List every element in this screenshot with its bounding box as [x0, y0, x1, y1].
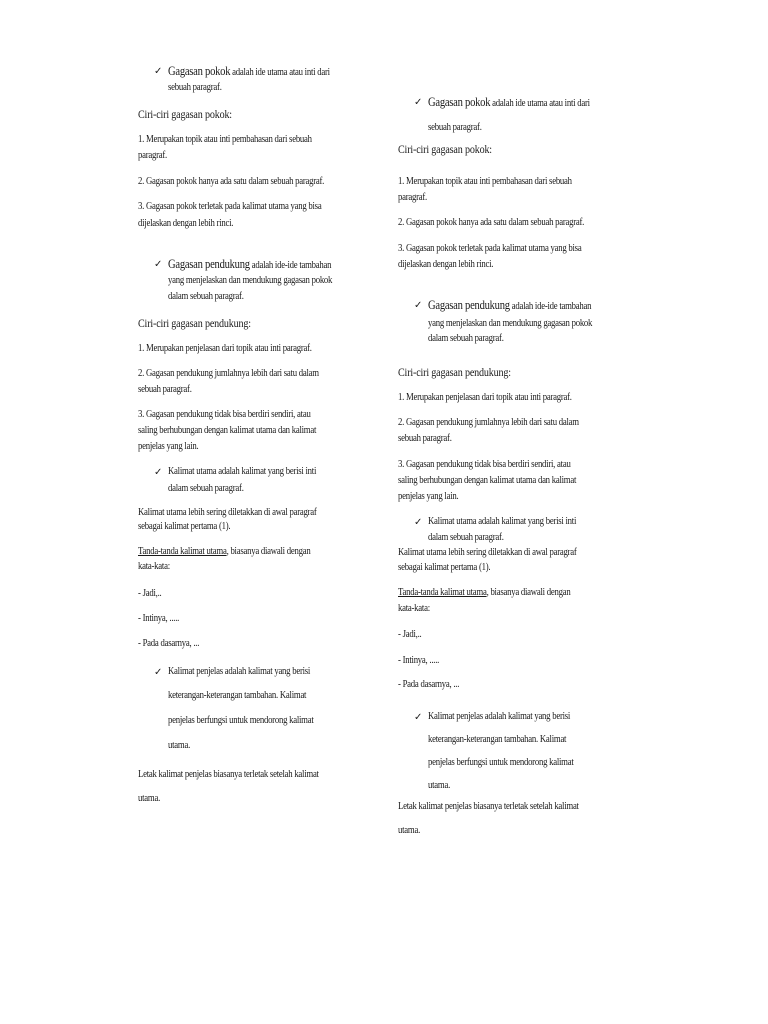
text-line: paragraf. [398, 192, 427, 203]
text-line: kata-kata: [138, 561, 170, 572]
bullet-kalimat-utama: Kalimat utama adalah kalimat yang berisi inti [428, 516, 577, 527]
text-line: Kalimat utama lebih sering diletakkan di awal paragraf [398, 547, 577, 558]
text-line: saling berhubungan dengan kalimat utama dan kalimat [138, 425, 317, 436]
bullet-gagasan-pokok: Gagasan pokok adalah ide utama atau inti dari [428, 95, 590, 109]
text-line: penjelas yang lain. [398, 491, 459, 502]
text-line: keterangan-keterangan tambahan. Kalimat [168, 690, 307, 701]
tanda-kalimat-utama: Tanda-tanda kalimat utama, biasanya diawali dengan [398, 587, 571, 598]
text-line: sebagai kalimat pertama (1). [398, 562, 491, 573]
checkmark-icon: ✓ [154, 467, 163, 478]
heading-ciri-pendukung: Ciri-ciri gagasan pendukung: [398, 365, 511, 379]
text-line: penjelas berfungsi untuk mendorong kalimat [168, 715, 314, 726]
text-line: utama. [138, 793, 160, 804]
text-line: 3. Gagasan pokok terletak pada kalimat utama yang bisa [398, 243, 582, 254]
text-line: yang menjelaskan dan mendukung gagasan pokok [428, 318, 593, 329]
text-line: 3. Gagasan pendukung tidak bisa berdiri sendiri, atau [398, 459, 571, 470]
text-line: sebuah paragraf. [398, 433, 452, 444]
text-line: kata-kata: [398, 603, 430, 614]
list-item: - Jadi,.. [398, 629, 422, 640]
text-line: dalam sebuah paragraf. [168, 291, 244, 302]
text-line: utama. [168, 740, 190, 751]
text-line: dalam sebuah paragraf. [168, 483, 244, 494]
text-line: 2. Gagasan pendukung jumlahnya lebih dari satu dalam [398, 417, 579, 428]
text-line: dalam sebuah paragraf. [428, 532, 504, 543]
text-line: utama. [398, 825, 420, 836]
text-line: Kalimat utama lebih sering diletakkan di awal paragraf [138, 507, 317, 518]
text-line: penjelas berfungsi untuk mendorong kalimat [428, 757, 574, 768]
heading-ciri-pokok: Ciri-ciri gagasan pokok: [398, 142, 492, 156]
text-line: dalam sebuah paragraf. [428, 333, 504, 344]
list-item: - Intinya, ..... [398, 655, 440, 666]
bullet-gagasan-pokok: Gagasan pokok adalah ide utama atau inti dari [168, 64, 330, 78]
list-item: - Jadi,.. [138, 588, 162, 599]
text-line: sebuah paragraf. [138, 384, 192, 395]
text-line: 2. Gagasan pendukung jumlahnya lebih dari satu dalam [138, 368, 319, 379]
checkmark-icon: ✓ [154, 66, 163, 77]
text-line: 2. Gagasan pokok hanya ada satu dalam sebuah paragraf. [138, 176, 325, 187]
list-item: - Pada dasarnya, ... [138, 638, 200, 649]
text-line: sebagai kalimat pertama (1). [138, 521, 231, 532]
checkmark-icon: ✓ [414, 97, 423, 108]
checkmark-icon: ✓ [414, 300, 423, 311]
text-line: keterangan-keterangan tambahan. Kalimat [428, 734, 567, 745]
bullet-kalimat-penjelas: Kalimat penjelas adalah kalimat yang berisi [168, 666, 311, 677]
text-line: 3. Gagasan pendukung tidak bisa berdiri sendiri, atau [138, 409, 311, 420]
text-line: 1. Merupakan penjelasan dari topik atau inti paragraf. [398, 392, 572, 403]
bullet-gagasan-pendukung: Gagasan pendukung adalah ide-ide tambahan [168, 257, 332, 271]
tanda-kalimat-utama: Tanda-tanda kalimat utama, biasanya diawali dengan [138, 546, 311, 557]
heading-ciri-pokok: Ciri-ciri gagasan pokok: [138, 107, 232, 121]
checkmark-icon: ✓ [154, 667, 163, 678]
text-line: dijelaskan dengan lebih rinci. [138, 218, 234, 229]
checkmark-icon: ✓ [414, 517, 423, 528]
checkmark-icon: ✓ [154, 259, 163, 270]
text-line: 1. Merupakan topik atau inti pembahasan dari sebuah [138, 134, 312, 145]
text-line: 1. Merupakan penjelasan dari topik atau inti paragraf. [138, 343, 312, 354]
text-line: paragraf. [138, 150, 167, 161]
text-line: 1. Merupakan topik atau inti pembahasan dari sebuah [398, 176, 572, 187]
text-line: saling berhubungan dengan kalimat utama dan kalimat [398, 475, 577, 486]
list-item: - Intinya, ..... [138, 613, 180, 624]
text-line: 3. Gagasan pokok terletak pada kalimat utama yang bisa [138, 201, 322, 212]
bullet-kalimat-utama: Kalimat utama adalah kalimat yang berisi inti [168, 466, 317, 477]
text-line: Letak kalimat penjelas biasanya terletak setelah kalimat [398, 801, 579, 812]
text-line: utama. [428, 780, 450, 791]
bullet-gagasan-pokok-cont: sebuah paragraf. [168, 82, 222, 93]
text-line: yang menjelaskan dan mendukung gagasan pokok [168, 275, 333, 286]
text-line: Letak kalimat penjelas biasanya terletak setelah kalimat [138, 769, 319, 780]
text-line: 2. Gagasan pokok hanya ada satu dalam sebuah paragraf. [398, 217, 585, 228]
checkmark-icon: ✓ [414, 712, 423, 723]
text-line: sebuah paragraf. [428, 122, 482, 133]
bullet-kalimat-penjelas: Kalimat penjelas adalah kalimat yang berisi [428, 711, 571, 722]
text-line: penjelas yang lain. [138, 441, 199, 452]
list-item: - Pada dasarnya, ... [398, 679, 460, 690]
heading-ciri-pendukung: Ciri-ciri gagasan pendukung: [138, 316, 251, 330]
bullet-gagasan-pendukung: Gagasan pendukung adalah ide-ide tambahan [428, 298, 592, 312]
text-line: dijelaskan dengan lebih rinci. [398, 259, 494, 270]
